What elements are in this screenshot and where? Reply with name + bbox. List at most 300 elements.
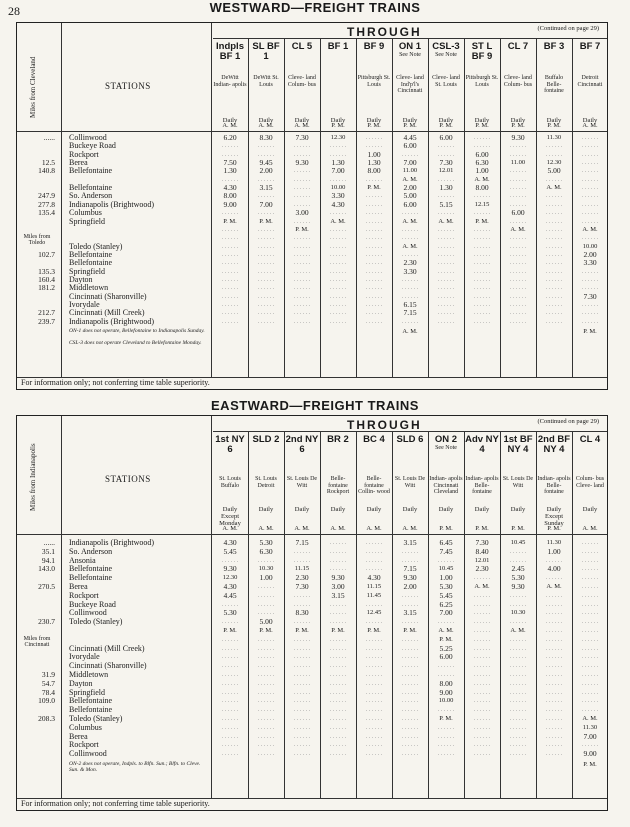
train-route: Pittsburgh St. Louis (357, 75, 391, 88)
row-time: . . . . . . (545, 575, 563, 582)
row-time: . . . . . . (365, 733, 383, 740)
row-time: . . . . . . (293, 557, 311, 564)
row-time: . . . . . . (437, 151, 455, 158)
row-time: 7.15 (403, 308, 417, 318)
timetable-section (16, 22, 608, 390)
train-number: SLD 2 (252, 434, 280, 445)
row-time: 1.00 (439, 573, 453, 583)
row-time: . . . . . . (293, 293, 311, 300)
row-time: . . . . . . (257, 210, 275, 217)
row-time: . . . . . . (221, 680, 239, 687)
train-frequency: Daily (510, 506, 526, 513)
row-time: 7.15 (295, 538, 309, 547)
row-time: . . . . . . (401, 557, 419, 564)
row-time: . . . . . . (257, 742, 275, 749)
train-frequency: Daily (474, 506, 490, 513)
row-time: . . . . . . (257, 260, 275, 267)
train-route: Detroit Cincinnati (577, 75, 603, 88)
row-time: . . . . . . (221, 707, 239, 714)
train-frequency: Daily Except Sunday (544, 506, 564, 527)
train-column-header (573, 435, 607, 445)
row-time: . . . . . . (257, 707, 275, 714)
row-time: A. M. (546, 184, 562, 192)
row-time: 1.30 (367, 158, 381, 168)
row-time: . . . . . . (509, 318, 527, 325)
row-time: . . . . . . (509, 592, 527, 599)
row-time: . . . . . . (509, 276, 527, 283)
row-station: Buckeye Road (69, 600, 116, 609)
row-time: . . . . . . (401, 619, 419, 626)
row-time: 7.30 (295, 133, 309, 142)
row-time: . . . . . . (401, 636, 419, 643)
row-time: . . . . . . (221, 751, 239, 758)
row-time: P. M. (223, 217, 237, 225)
row-time: . . . . . . (293, 592, 311, 599)
row-miles: 135.4 (38, 208, 55, 218)
station-row (17, 653, 607, 661)
row-time: 10.00 (438, 697, 454, 705)
row-miles: Miles from Toledo (23, 234, 51, 247)
train-route: DeWitt St. Louis (253, 75, 279, 88)
row-time: . . . . . . (581, 601, 599, 608)
train-note: See Note (399, 52, 421, 58)
train-number: BF 1 (327, 41, 349, 52)
row-station: Dayton (69, 679, 93, 688)
row-time: 7.00 (331, 166, 345, 176)
row-time: . . . . . . (329, 251, 347, 258)
train-column-header (321, 435, 355, 445)
station-row (17, 680, 607, 688)
row-time: . . . . . . (581, 185, 599, 192)
row-time: . . . . . . (365, 751, 383, 758)
row-time: . . . . . . (329, 716, 347, 722)
row-time: . . . . . . (365, 293, 383, 300)
station-row (17, 259, 607, 267)
row-time: 11.00 (402, 167, 418, 175)
row-time: . . . . . . (257, 654, 275, 661)
row-miles: 230.7 (38, 617, 55, 627)
row-station: Indianapolis (Brightwood) (69, 539, 155, 547)
row-station: Rockport (69, 150, 99, 159)
row-station: Springfield (69, 217, 105, 226)
row-time: . . . . . . (365, 276, 383, 283)
row-miles: 277.8 (38, 199, 55, 209)
row-time: . . . . . . (221, 724, 239, 731)
row-time: . . . . . . (293, 698, 311, 705)
train-number: Indpls BF 1 (216, 41, 244, 62)
train-note: See Note (435, 52, 457, 58)
row-time: 8.40 (475, 546, 489, 556)
row-time: P. M. (367, 184, 381, 192)
row-time: . . . . . . (329, 302, 347, 308)
station-row (17, 134, 607, 142)
row-time: . . . . . . (257, 689, 275, 696)
row-time: . . . . . . (545, 293, 563, 300)
row-time: 6.00 (403, 141, 417, 151)
station-row (17, 167, 607, 175)
row-time: . . . . . . (509, 601, 527, 608)
row-time: . . . . . . (257, 235, 275, 242)
row-time: . . . . . . (545, 689, 563, 696)
row-time: . . . . . . (221, 636, 239, 643)
row-time: . . . . . . (365, 176, 383, 183)
row-time: . . . . . . (221, 276, 239, 283)
row-time: 1.30 (223, 166, 237, 176)
row-time: . . . . . . (509, 680, 527, 687)
train-ampm: P. M. (547, 525, 561, 532)
row-time: . . . . . . (401, 293, 419, 300)
row-time: . . . . . . (293, 680, 311, 687)
row-time: P. M. (403, 627, 417, 634)
row-time: . . . . . . (365, 218, 383, 225)
row-time: . . . . . . (401, 151, 419, 158)
row-time: . . . . . . (257, 268, 275, 275)
row-time: 11.15 (366, 583, 382, 590)
row-time: . . . . . . (545, 243, 563, 250)
row-time: . . . . . . (365, 251, 383, 258)
row-miles: 181.2 (38, 283, 55, 293)
row-time: . . . . . . (257, 293, 275, 300)
row-time: . . . . . . (221, 302, 239, 308)
row-time: . . . . . . (221, 557, 239, 564)
row-time: P. M. (367, 627, 381, 634)
row-time: . . . . . . (545, 636, 563, 643)
row-time: . . . . . . (509, 636, 527, 643)
station-row (17, 318, 607, 326)
row-time: P. M. (223, 627, 237, 634)
row-time: . . . . . . (257, 310, 275, 317)
row-time: 2.30 (475, 564, 489, 574)
train-column-header (465, 435, 499, 455)
row-time: 7.15 (403, 564, 417, 574)
train-frequency: Daily (582, 117, 598, 124)
row-time: . . . . . . (329, 276, 347, 283)
row-station: So. Anderson (69, 192, 113, 201)
row-time: . . . . . . (581, 672, 599, 678)
row-time: . . . . . . (329, 645, 347, 652)
row-miles: 212.7 (38, 308, 55, 318)
row-station: Collinwood (69, 134, 107, 142)
row-time: 6.30 (259, 546, 273, 556)
station-row (17, 209, 607, 217)
row-time: 9.30 (511, 133, 525, 142)
row-time: . . . . . . (401, 226, 419, 233)
row-time: . . . . . . (509, 751, 527, 758)
station-row (17, 627, 607, 635)
row-time: . . . . . . (257, 733, 275, 740)
row-time: . . . . . . (365, 268, 383, 275)
row-time: . . . . . . (545, 193, 563, 200)
train-column-header (537, 435, 571, 455)
row-time: 3.30 (403, 266, 417, 276)
row-miles: 78.4 (41, 687, 55, 697)
row-time: . . . . . . (545, 601, 563, 608)
station-row (17, 618, 607, 626)
row-station: Ivorydale (69, 301, 100, 309)
row-time: . . . . . . (365, 680, 383, 687)
train-column-header (393, 42, 427, 59)
station-row (17, 583, 607, 591)
through-rule (213, 38, 607, 39)
row-time: . . . . . . (473, 285, 491, 292)
row-time: . . . . . . (329, 601, 347, 608)
row-time: . . . . . . (293, 276, 311, 283)
footer-text: For information only; not conferring time table superiority. (21, 799, 210, 808)
row-time: . . . . . . (581, 210, 599, 217)
row-time: . . . . . . (473, 243, 491, 250)
row-station: Cincinnati (Sharonville) (69, 292, 147, 301)
station-row (17, 184, 607, 192)
row-time: . . . . . . (581, 302, 599, 308)
row-time: 3.15 (403, 608, 417, 618)
row-time: . . . . . . (437, 302, 455, 308)
row-time: A. M. (402, 242, 418, 250)
row-time: . . . . . . (437, 268, 455, 275)
row-time: . . . . . . (545, 733, 563, 740)
row-time: . . . . . . (473, 310, 491, 317)
train-route: Pittsburgh St. Louis (465, 75, 499, 88)
row-time: . . . . . . (581, 276, 599, 283)
row-time: . . . . . . (401, 645, 419, 652)
row-time: . . . . . . (221, 601, 239, 608)
row-time: . . . . . . (581, 540, 599, 546)
row-time: . . . . . . (581, 663, 599, 670)
row-time: . . . . . . (293, 176, 311, 183)
train-ampm: A. M. (330, 525, 346, 532)
row-time: . . . . . . (329, 610, 347, 617)
row-time: . . . . . . (473, 235, 491, 242)
row-time: . . . . . . (221, 716, 239, 722)
row-time: . . . . . . (401, 548, 419, 555)
row-time: . . . . . . (257, 151, 275, 158)
row-time: . . . . . . (329, 680, 347, 687)
row-time: . . . . . . (257, 243, 275, 250)
row-miles: 143.0 (38, 564, 55, 574)
row-time: . . . . . . (581, 268, 599, 275)
row-time: . . . . . . (401, 654, 419, 661)
row-time: . . . . . . (581, 548, 599, 555)
row-time: . . . . . . (221, 268, 239, 275)
row-time: . . . . . . (401, 672, 419, 678)
row-time: . . . . . . (509, 733, 527, 740)
row-time: 11.30 (582, 723, 598, 731)
row-miles: 160.4 (38, 274, 55, 284)
row-time: . . . . . . (473, 628, 491, 634)
train-number: BF 7 (579, 41, 601, 52)
row-time: . . . . . . (401, 235, 419, 242)
train-frequency: Daily (366, 506, 382, 513)
miles-label: Miles from Indianapolis (29, 443, 37, 511)
row-station: Bellefontaine (69, 259, 113, 268)
station-row (17, 715, 607, 723)
train-frequency: Daily (510, 117, 526, 124)
row-time: . . . . . . (473, 610, 491, 617)
bottom-ampm: P. M. (583, 328, 597, 336)
row-time: 5.30 (511, 573, 525, 583)
train-number: ON 1 (398, 41, 422, 52)
row-time: . . . . . . (365, 235, 383, 242)
row-time: 12.01 (474, 556, 490, 564)
row-time: . . . . . . (437, 143, 455, 150)
row-station: Collinwood (69, 609, 107, 618)
row-time: . . . . . . (581, 193, 599, 200)
page-number: 28 (8, 4, 20, 18)
train-route: Cleve- land Colum- bus (287, 75, 317, 88)
row-miles: 102.7 (38, 249, 55, 259)
row-station: Bellefontaine (69, 250, 113, 259)
row-time: . . . . . . (221, 663, 239, 670)
train-route: Cleve- land Ind'p'l's Cincinnati (396, 75, 424, 94)
row-time: . . . . . . (293, 310, 311, 317)
row-time: . . . . . . (329, 235, 347, 242)
row-time: . . . . . . (257, 698, 275, 705)
row-time: . . . . . . (545, 592, 563, 599)
row-time: . . . . . . (581, 680, 599, 687)
row-time: 2.45 (511, 564, 525, 574)
row-station: Buckeye Road (69, 142, 116, 151)
row-time: . . . . . . (509, 285, 527, 292)
row-time: 7.45 (439, 546, 453, 556)
train-ampm: P. M. (367, 122, 381, 129)
row-time: P. M. (331, 627, 345, 634)
row-time: . . . . . . (365, 698, 383, 705)
row-time: . . . . . . (365, 310, 383, 317)
row-time: . . . . . . (221, 143, 239, 150)
row-time: . . . . . . (581, 176, 599, 183)
train-frequency: Daily (258, 117, 274, 124)
row-miles: Miles from Cincinnati (23, 635, 51, 648)
train-route: Belle- fontaine Collin- wood (358, 476, 390, 495)
row-time: 6.20 (223, 133, 237, 142)
row-time: . . . . . . (545, 716, 563, 722)
row-station: Cincinnati (Mill Creek) (69, 309, 145, 318)
row-time: 7.30 (583, 291, 597, 301)
row-time: . . . . . . (329, 742, 347, 749)
row-time: . . . . . . (365, 716, 383, 722)
row-time: . . . . . . (293, 243, 311, 250)
row-time: . . . . . . (545, 235, 563, 242)
row-time: 7.00 (583, 731, 597, 741)
footnote: CSL-3 does not operate Cleveland to Bellefontaine Monday. (69, 340, 202, 347)
row-time: . . . . . . (545, 285, 563, 292)
row-time: . . . . . . (581, 619, 599, 626)
row-time: . . . . . . (257, 143, 275, 150)
train-ampm: P. M. (439, 122, 453, 129)
row-time: . . . . . . (581, 698, 599, 705)
station-row (17, 176, 607, 184)
section-title: WESTWARD—FREIGHT TRAINS (209, 0, 421, 15)
row-time: . . . . . . (257, 176, 275, 183)
row-station: Columbus (69, 723, 102, 732)
row-time: . . . . . . (401, 707, 419, 714)
row-station: Cincinnati (Sharonville) (69, 662, 147, 671)
continued-note: (Continued on page 29) (537, 25, 599, 32)
row-time: . . . . . . (293, 318, 311, 325)
row-time: 1.30 (331, 158, 345, 168)
row-time: . . . . . . (329, 672, 347, 678)
train-frequency: Daily (294, 117, 310, 124)
row-station: Bellefontaine (69, 706, 113, 715)
row-time: . . . . . . (257, 584, 275, 590)
row-station: Bellefontaine (69, 184, 113, 193)
row-time: . . . . . . (221, 733, 239, 740)
row-time: 7.50 (223, 158, 237, 168)
train-route: St. Louis Buffalo (219, 476, 241, 489)
row-time: 8.30 (295, 608, 309, 618)
train-number: ST L BF 9 (471, 41, 493, 62)
row-time: 2.00 (403, 582, 417, 591)
row-time: . . . . . . (365, 540, 383, 546)
through-rule (213, 431, 607, 432)
station-row (17, 192, 607, 200)
row-time: . . . . . . (257, 680, 275, 687)
train-ampm: A. M. (258, 525, 274, 532)
row-station: Ivorydale (69, 653, 100, 662)
station-row (17, 689, 607, 697)
row-time: . . . . . . (365, 193, 383, 200)
stations-heading: STATIONS (105, 474, 151, 484)
train-frequency: Daily (222, 117, 238, 124)
row-time: . . . . . . (509, 663, 527, 670)
row-time: . . . . . . (401, 698, 419, 705)
row-time: . . . . . . (473, 143, 491, 150)
station-row (17, 276, 607, 284)
row-time: 5.30 (439, 582, 453, 591)
row-time: . . . . . . (365, 645, 383, 652)
train-ampm: A. M. (294, 525, 310, 532)
row-time: 9.30 (403, 573, 417, 583)
station-row (17, 159, 607, 167)
row-station: Toledo (Stanley) (69, 242, 123, 251)
train-number: 2nd NY 6 (285, 434, 319, 455)
row-time: . . . . . . (473, 592, 491, 599)
row-time: . . . . . . (257, 716, 275, 722)
row-station: Indianapolis (Brightwood) (69, 200, 155, 209)
train-frequency: Daily (582, 506, 598, 513)
row-time: . . . . . . (365, 318, 383, 325)
row-time: . . . . . . (329, 698, 347, 705)
row-station: Bellefontaine (69, 574, 113, 583)
station-row (17, 142, 607, 150)
row-time: A. M. (330, 217, 346, 225)
station-row (17, 697, 607, 705)
row-time: . . . . . . (545, 251, 563, 258)
row-time: . . . . . . (473, 689, 491, 696)
row-time: . . . . . . (545, 201, 563, 208)
row-time: . . . . . . (293, 716, 311, 722)
row-time: 9.00 (439, 687, 453, 697)
row-time: . . . . . . (293, 185, 311, 192)
row-time: . . . . . . (293, 601, 311, 608)
row-time: . . . . . . (509, 201, 527, 208)
train-note: See Note (435, 445, 457, 451)
row-time: 5.00 (259, 617, 273, 627)
row-time: 2.30 (295, 573, 309, 583)
row-time: . . . . . . (437, 251, 455, 258)
row-time: . . . . . . (329, 210, 347, 217)
row-time: 5.45 (439, 590, 453, 600)
row-time: . . . . . . (509, 268, 527, 275)
row-time: . . . . . . (221, 672, 239, 678)
row-time: . . . . . . (365, 557, 383, 564)
row-time: . . . . . . (365, 260, 383, 267)
row-time: . . . . . . (545, 302, 563, 308)
row-station: Toledo (Stanley) (69, 618, 123, 627)
row-time: . . . . . . (473, 251, 491, 258)
row-time: . . . . . . (257, 751, 275, 758)
row-time: . . . . . . (545, 698, 563, 705)
row-time: . . . . . . (473, 645, 491, 652)
